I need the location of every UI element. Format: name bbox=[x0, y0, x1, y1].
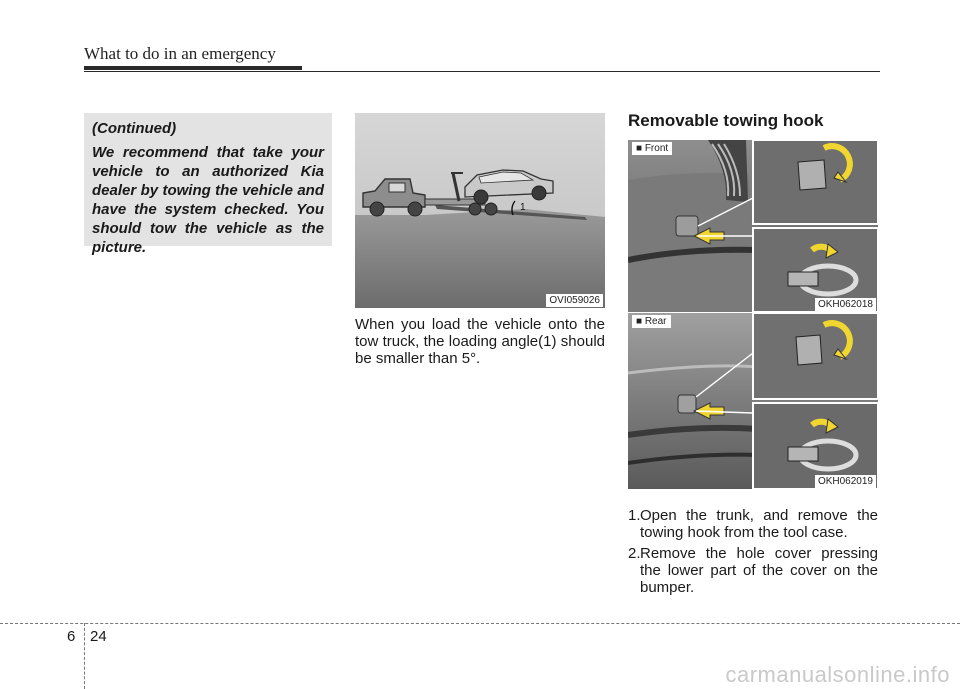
step-text: Remove the hole cover pressing the lower part of the cover on the bumper. bbox=[640, 545, 878, 596]
rear-bumper-illustration bbox=[628, 313, 878, 489]
tow-paragraph: When you load the vehicle onto the tow truck, the loading angle(1) should be smaller than 5°. bbox=[355, 316, 605, 367]
tow-truck-illustration bbox=[355, 113, 605, 308]
step-2 bbox=[628, 545, 878, 596]
tow-truck-figure bbox=[355, 113, 605, 308]
hook-heading: Removable towing hook bbox=[628, 111, 824, 130]
watermark: carmanualsonline.info bbox=[725, 662, 950, 687]
footer-rule bbox=[0, 623, 960, 624]
page-number: 24 bbox=[90, 628, 107, 645]
figure-code: OVI059026 bbox=[546, 294, 603, 307]
rear-figure-code: OKH062019 bbox=[815, 475, 876, 488]
section-title: What to do in an emergency bbox=[84, 44, 276, 63]
note-continued: (Continued) bbox=[92, 120, 177, 137]
header-rule bbox=[84, 71, 880, 72]
step-number: 2. bbox=[628, 545, 641, 562]
step-number: 1. bbox=[628, 507, 641, 524]
front-figure-code: OKH062018 bbox=[815, 298, 876, 311]
rear-hook-figure bbox=[628, 313, 878, 489]
step-text: Open the trunk, and remove the towing hook from the tool case. bbox=[640, 507, 878, 541]
front-label: ■ Front bbox=[632, 142, 672, 155]
front-hook-figure bbox=[628, 140, 878, 312]
note-box bbox=[84, 113, 332, 256]
note-body: We recommend that take your vehicle to an authorized Kia dealer by towing the vehicle and have the system checked. You should tow the vehicle as the picture. bbox=[92, 144, 324, 256]
footer-divider bbox=[84, 623, 85, 689]
angle-callout: 1 bbox=[520, 202, 526, 213]
header-rule-thick bbox=[84, 66, 302, 70]
rear-label: ■ Rear bbox=[632, 315, 671, 328]
chapter-number: 6 bbox=[67, 628, 76, 645]
step-1 bbox=[628, 507, 878, 541]
front-bumper-illustration bbox=[628, 140, 878, 312]
